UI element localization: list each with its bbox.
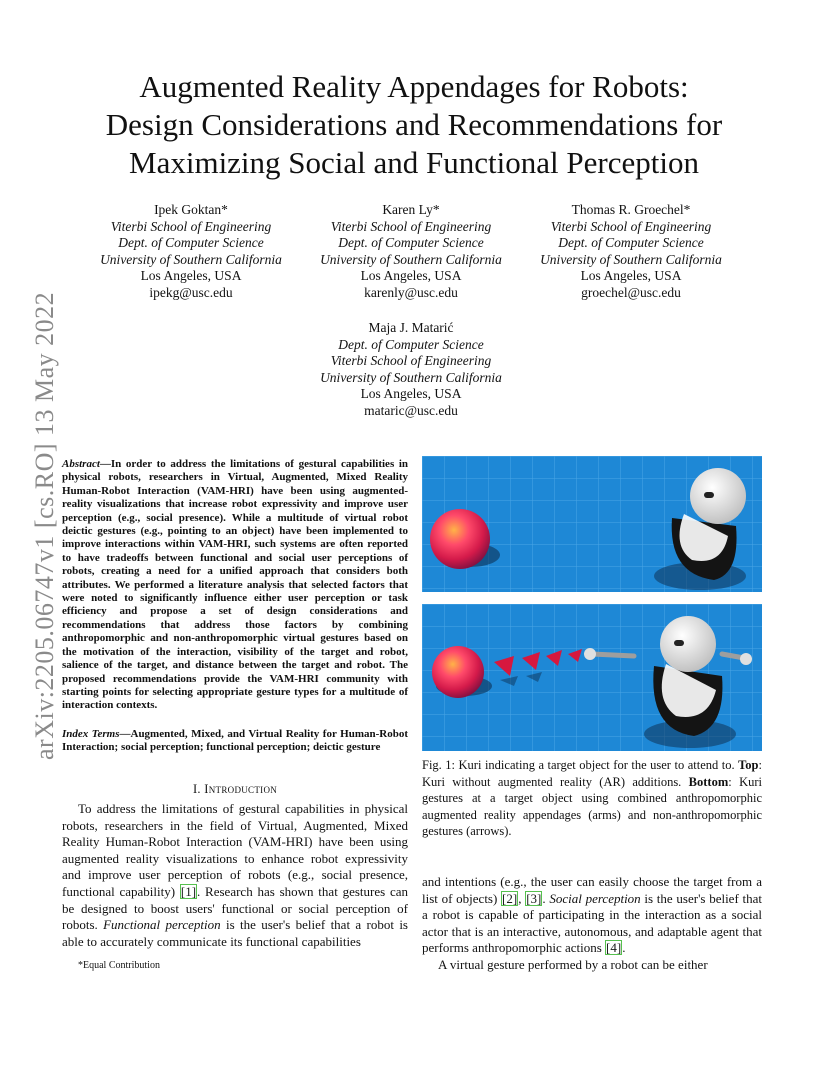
body-text: . bbox=[622, 940, 626, 956]
abstract-text: —In order to address the limitations of gestural capabilities in physical robots, researchers in Virtual, Augmented, Mixed Reality Human-Robot Interaction (VAM-HRI) have been using augmented-reality visualizations that increase robot expressivity and improve user perception (e.g., social presence). While a multitude of virtual robot deictic gestures (e.g., pointing to an object) have been implemented to improve interactions within VAM-HRI, such systems are often reported to have tradeoffs between functional and social user perceptions of robots, creating a need for a unified approach that considers both attributes. We performed a literature analysis that selected factors that were noted to significantly influence either user perception or task efficiency and propose a set of design considerations and recommendations that address those factors by combining anthropomorphic and non-anthropomorphic virtual gestures based on the motivation of the interaction, visibility of the target and robot, salience of the target, and distance between the target and robot. The proposed recommendations provide the VAM-HRI community with starting points for selecting appropriate gesture types for a multitude of interaction contexts. bbox=[62, 458, 408, 712]
figure-1 bbox=[422, 456, 762, 751]
term-social-perception: Social perception bbox=[549, 890, 641, 906]
caption-text: : Kuri gestures at a target object using combined anthropomorphic augmented reality appendages (arms) and non-anthropomorphic gestures (arrows). bbox=[422, 774, 762, 839]
section-number: I. bbox=[192, 782, 201, 796]
caption-top-label: Top bbox=[738, 758, 759, 772]
title-line-2: Design Considerations and Recommendations for bbox=[105, 107, 723, 142]
author-city: Los Angeles, USA bbox=[580, 268, 682, 283]
term-functional-perception: Functional perception bbox=[103, 917, 221, 933]
author-city: Los Angeles, USA bbox=[360, 386, 462, 401]
citation-link[interactable]: [3] bbox=[526, 890, 542, 906]
intro-text: To address the limitations of gestural capabilities in physical robots, researchers in the field of Virtual, Augmented, Mixed Reality Human-Robot Interaction (VAM-HRI) have been using augmented reality visualizations to enhance robot expressivity and improve user perception of robots (e.g., social presence, functional capability) bbox=[62, 801, 408, 899]
body-text: is the user's belief that a robot is capable of participating in the interaction as a social actor that is an interactive, autonomous, and adaptable agent that performs anthropomorphic actions bbox=[422, 890, 763, 956]
author-affiliation-2: Dept. of Computer Science bbox=[118, 235, 264, 250]
caption-text: : Kuri without augmented reality (AR) additions. bbox=[422, 758, 762, 789]
author-block-3 bbox=[526, 202, 736, 301]
author-affiliation-1: Viterbi School of Engineering bbox=[110, 218, 272, 234]
figure-caption bbox=[422, 757, 762, 840]
title-line-1: Augmented Reality Appendages for Robots: bbox=[139, 69, 689, 104]
author-affiliation-2: Dept. of Computer Science bbox=[558, 235, 704, 250]
right-paragraph-2: A virtual gesture performed by a robot can be either bbox=[438, 956, 708, 972]
intro-text: . Research has shown that gestures can be designed to boost users' functional or social perception of robots. bbox=[62, 883, 408, 933]
author-block-4 bbox=[306, 320, 516, 419]
author-name: Ipek Goktan* bbox=[154, 202, 228, 217]
body-text: and intentions (e.g., the user can easily choose the target from a list of objects) bbox=[422, 874, 762, 906]
index-terms-label: Index Terms bbox=[62, 728, 120, 740]
body-text: , bbox=[518, 890, 526, 906]
citation-link[interactable]: [1] bbox=[180, 883, 197, 899]
intro-paragraph bbox=[62, 801, 408, 950]
author-affiliation-1: Viterbi School of Engineering bbox=[330, 218, 492, 234]
footnote: *Equal Contribution bbox=[78, 960, 160, 971]
author-name: Thomas R. Groechel* bbox=[571, 202, 691, 217]
abstract-label: Abstract bbox=[62, 458, 100, 470]
author-affiliation-3: University of Southern California bbox=[100, 251, 282, 267]
index-terms bbox=[62, 728, 408, 755]
citation-link[interactable]: [2] bbox=[502, 890, 518, 906]
abstract bbox=[62, 458, 408, 713]
body-text: . bbox=[542, 890, 550, 906]
caption-bottom-label: Bottom bbox=[688, 774, 729, 789]
citation-link[interactable]: [4] bbox=[606, 940, 622, 956]
author-email: karenly@usc.edu bbox=[364, 284, 458, 300]
figure-top-panel bbox=[422, 456, 762, 592]
right-paragraph-1 bbox=[422, 874, 762, 957]
author-affiliation-3: University of Southern California bbox=[540, 251, 722, 267]
author-city: Los Angeles, USA bbox=[360, 268, 462, 283]
author-name: Maja J. Matarić bbox=[368, 320, 454, 335]
author-email: groechel@usc.edu bbox=[581, 284, 681, 300]
paper-title bbox=[60, 68, 768, 182]
right-column-text bbox=[422, 874, 762, 974]
author-block-1 bbox=[86, 202, 296, 301]
arxiv-id: arXiv:2205.06747v1 [cs.RO] 13 May 2022 bbox=[30, 291, 59, 760]
author-affiliation-3: University of Southern California bbox=[320, 251, 502, 267]
author-affiliation-2: Viterbi School of Engineering bbox=[330, 353, 492, 368]
caption-text: Fig. 1: Kuri indicating a target object for the user to attend to. bbox=[422, 758, 739, 772]
author-affiliation-1: Dept. of Computer Science bbox=[338, 336, 484, 352]
figure-bottom-panel bbox=[422, 604, 762, 751]
author-email: ipekg@usc.edu bbox=[149, 284, 233, 300]
section-heading bbox=[62, 782, 408, 797]
author-email: mataric@usc.edu bbox=[364, 402, 458, 418]
author-city: Los Angeles, USA bbox=[140, 268, 242, 283]
section-title: Introduction bbox=[204, 782, 278, 796]
index-terms-text: —Augmented, Mixed, and Virtual Reality for Human-Robot Interaction; social perception; functional perception; deictic gesture bbox=[62, 728, 408, 754]
intro-text: is the user's belief that a robot is able to accurately communicate its functional capabilities bbox=[62, 917, 408, 949]
author-affiliation-1: Viterbi School of Engineering bbox=[550, 218, 712, 234]
author-affiliation-3: University of Southern California bbox=[320, 369, 502, 385]
author-name: Karen Ly* bbox=[382, 202, 440, 217]
title-line-3: Maximizing Social and Functional Perception bbox=[129, 145, 699, 180]
author-affiliation-2: Dept. of Computer Science bbox=[338, 235, 484, 250]
author-block-2 bbox=[306, 202, 516, 301]
